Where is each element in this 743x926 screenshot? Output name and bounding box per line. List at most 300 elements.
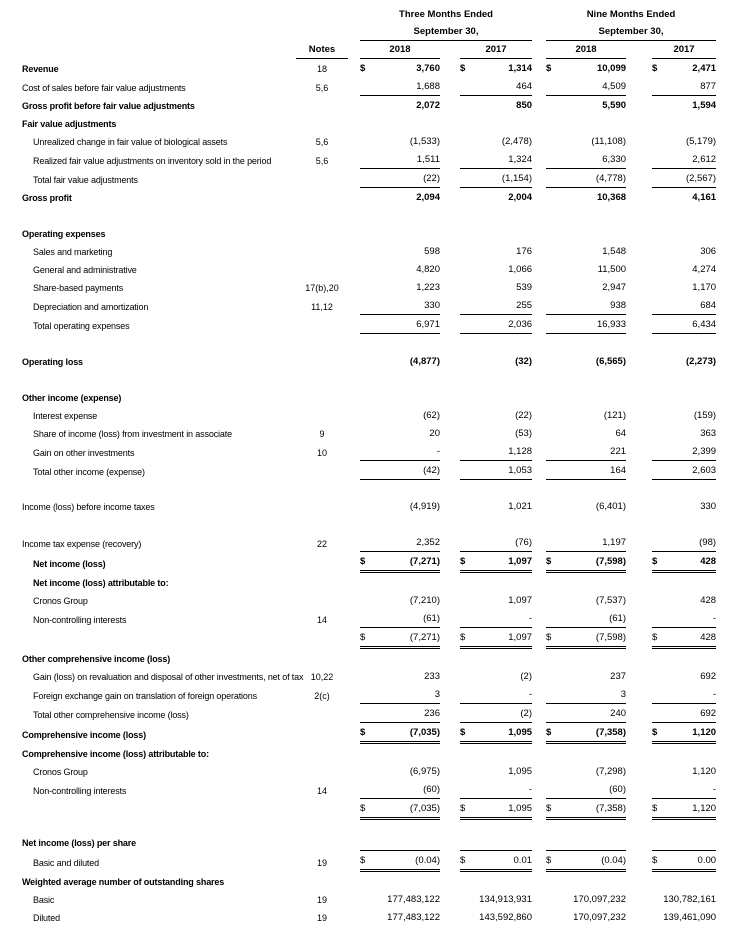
column-gap [348, 667, 360, 685]
column-gap [626, 224, 652, 242]
value-cell [460, 424, 532, 442]
spacer-cell [0, 206, 743, 224]
column-gap [626, 628, 652, 648]
column-gap [440, 497, 460, 515]
currency-symbol: $ [652, 632, 657, 644]
amount: 1,120 [692, 766, 716, 778]
amount: (4,919) [410, 501, 440, 513]
amount: 176 [516, 246, 532, 258]
column-gap [716, 552, 743, 572]
value-cell [360, 533, 440, 552]
value-cell [652, 260, 716, 278]
amount: 170,097,232 [573, 912, 626, 924]
table-row [0, 150, 743, 169]
row-label: Gross profit before fair value adjustments [0, 96, 296, 115]
amount: 2,399 [692, 446, 716, 458]
value-cell [460, 77, 532, 96]
column-gap [440, 648, 460, 668]
column-gap [348, 762, 360, 780]
column-gap [716, 169, 743, 188]
column-gap [440, 260, 460, 278]
value-cell [360, 704, 440, 723]
amount: 236 [424, 708, 440, 720]
row-note-reference: 11,12 [296, 296, 348, 315]
amount: (7,271) [410, 632, 440, 644]
column-gap [626, 132, 652, 150]
value-cell [652, 388, 716, 406]
column-gap [532, 648, 546, 668]
year-header-9m-2018: 2018 [546, 41, 626, 59]
column-gap [626, 552, 652, 572]
column-gap [716, 224, 743, 242]
row-label: Other comprehensive income (loss) [0, 648, 296, 668]
column-gap [626, 278, 652, 296]
column-gap [626, 871, 652, 891]
value-cell [652, 169, 716, 188]
amount: 6,330 [602, 154, 626, 166]
amount: 4,161 [692, 192, 716, 204]
column-gap [440, 628, 460, 648]
column-gap [532, 132, 546, 150]
value-cell [652, 762, 716, 780]
value-cell [360, 890, 440, 908]
column-gap [440, 96, 460, 115]
value-cell [546, 497, 626, 515]
column-gap [440, 442, 460, 461]
row-note-reference [296, 114, 348, 132]
value-cell [546, 352, 626, 370]
table-row [0, 743, 743, 763]
column-gap [440, 871, 460, 891]
row-note-reference: 19 [296, 908, 348, 926]
row-note-reference [296, 260, 348, 278]
value-cell [460, 224, 532, 242]
value-cell [652, 890, 716, 908]
value-cell [360, 572, 440, 592]
value-cell [360, 296, 440, 315]
value-cell [652, 424, 716, 442]
amount: (0.04) [601, 855, 626, 867]
row-label: Comprehensive income (loss) [0, 723, 296, 743]
column-gap [348, 743, 360, 763]
spacer-cell [0, 334, 743, 353]
currency-symbol: $ [360, 632, 365, 644]
amount: 1,095 [508, 727, 532, 739]
amount: 2,036 [508, 319, 532, 331]
amount: (7,035) [410, 727, 440, 739]
value-cell [460, 552, 532, 572]
value-cell [546, 406, 626, 424]
table-row [0, 591, 743, 609]
value-cell [360, 278, 440, 296]
row-note-reference [296, 832, 348, 851]
row-note-reference [296, 648, 348, 668]
table-row [0, 77, 743, 96]
amount: 1,594 [692, 100, 716, 112]
value-cell [360, 59, 440, 78]
column-gap [440, 908, 460, 926]
spacer-row [0, 334, 743, 353]
notes-column-header: Notes [296, 41, 348, 59]
amount: 3,760 [416, 63, 440, 75]
value-cell [460, 242, 532, 260]
value-cell [546, 799, 626, 819]
spacer-row [0, 480, 743, 498]
column-gap [716, 743, 743, 763]
column-gap [532, 762, 546, 780]
column-gap [532, 799, 546, 819]
amount: (22) [423, 173, 440, 185]
currency-symbol: $ [546, 632, 551, 644]
column-gap [532, 77, 546, 96]
amount: 2,471 [692, 63, 716, 75]
row-label [0, 799, 296, 819]
column-gap [626, 461, 652, 480]
column-gap [440, 188, 460, 207]
amount: (42) [423, 465, 440, 477]
column-gap [716, 260, 743, 278]
column-gap [348, 296, 360, 315]
row-note-reference: 22 [296, 533, 348, 552]
value-cell [546, 461, 626, 480]
row-label [0, 628, 296, 648]
value-cell [652, 114, 716, 132]
value-cell [652, 667, 716, 685]
currency-symbol: $ [460, 803, 465, 815]
column-gap [440, 799, 460, 819]
amount: (1,533) [410, 136, 440, 148]
column-gap [626, 352, 652, 370]
column-gap [532, 871, 546, 891]
amount: 6,971 [416, 319, 440, 331]
value-cell [546, 150, 626, 169]
amount: - [437, 446, 440, 458]
value-cell [546, 188, 626, 207]
column-gap [440, 890, 460, 908]
value-cell [546, 591, 626, 609]
column-gap [440, 552, 460, 572]
value-cell [360, 591, 440, 609]
amount: 1,688 [416, 81, 440, 93]
row-note-reference [296, 799, 348, 819]
value-cell [652, 799, 716, 819]
value-cell [546, 628, 626, 648]
row-label: Fair value adjustments [0, 114, 296, 132]
column-gap [626, 96, 652, 115]
column-gap [348, 890, 360, 908]
column-gap [532, 533, 546, 552]
row-note-reference [296, 169, 348, 188]
amount: 2,352 [416, 537, 440, 549]
row-note-reference: 14 [296, 609, 348, 628]
amount: 177,483,122 [387, 894, 440, 906]
table-row [0, 461, 743, 480]
value-cell [360, 628, 440, 648]
column-gap [348, 832, 360, 851]
column-gap [440, 242, 460, 260]
column-gap [348, 188, 360, 207]
value-cell [360, 908, 440, 926]
column-gap [348, 851, 360, 871]
amount: 464 [516, 81, 532, 93]
year-header-3m-2018: 2018 [360, 41, 440, 59]
column-gap [532, 851, 546, 871]
column-gap [440, 169, 460, 188]
amount: 2,612 [692, 154, 716, 166]
column-gap [626, 260, 652, 278]
value-cell [652, 352, 716, 370]
column-gap [532, 667, 546, 685]
column-gap [440, 278, 460, 296]
column-gap [532, 188, 546, 207]
value-cell [652, 743, 716, 763]
value-cell [546, 609, 626, 628]
column-gap [626, 533, 652, 552]
value-cell [546, 552, 626, 572]
column-gap [626, 723, 652, 743]
table-row [0, 278, 743, 296]
value-cell [360, 224, 440, 242]
table-row [0, 497, 743, 515]
amount: (60) [609, 784, 626, 796]
currency-symbol: $ [360, 556, 365, 568]
value-cell [460, 96, 532, 115]
value-cell [546, 442, 626, 461]
value-cell [546, 780, 626, 799]
value-cell [546, 832, 626, 851]
row-label: Gain on other investments [0, 442, 296, 461]
value-cell [360, 685, 440, 704]
value-cell [460, 704, 532, 723]
table-row [0, 832, 743, 851]
value-cell [360, 315, 440, 334]
column-gap [532, 461, 546, 480]
column-gap [532, 278, 546, 296]
column-gap [532, 59, 546, 78]
column-gap [626, 242, 652, 260]
column-gap [626, 114, 652, 132]
spacer-row [0, 819, 743, 833]
value-cell [360, 780, 440, 799]
value-cell [460, 762, 532, 780]
amount: 306 [700, 246, 716, 258]
amount: 1,197 [602, 537, 626, 549]
value-cell [460, 114, 532, 132]
value-cell [652, 572, 716, 592]
value-cell [546, 224, 626, 242]
value-cell [360, 114, 440, 132]
row-note-reference [296, 628, 348, 648]
value-cell [460, 572, 532, 592]
column-gap [716, 591, 743, 609]
column-gap [348, 723, 360, 743]
row-label: Unrealized change in fair value of biological assets [0, 132, 296, 150]
value-cell [460, 871, 532, 891]
column-gap [716, 890, 743, 908]
column-gap [440, 424, 460, 442]
column-gap [716, 723, 743, 743]
row-label: Net income (loss) per share [0, 832, 296, 851]
column-gap [440, 59, 460, 78]
amount: (32) [515, 356, 532, 368]
amount: 255 [516, 300, 532, 312]
amount: 0.00 [698, 855, 717, 867]
column-gap [348, 424, 360, 442]
value-cell [652, 685, 716, 704]
value-cell [460, 388, 532, 406]
amount: (159) [694, 410, 716, 422]
value-cell [652, 132, 716, 150]
amount: 428 [700, 556, 716, 568]
column-gap [440, 77, 460, 96]
column-gap [716, 442, 743, 461]
row-note-reference [296, 743, 348, 763]
currency-symbol: $ [652, 63, 657, 75]
amount: (7,298) [596, 766, 626, 778]
value-cell [652, 648, 716, 668]
value-cell [546, 533, 626, 552]
column-gap [532, 352, 546, 370]
column-gap [348, 150, 360, 169]
value-cell [652, 461, 716, 480]
value-cell [360, 442, 440, 461]
currency-symbol: $ [360, 727, 365, 739]
column-gap [348, 59, 360, 78]
value-cell [360, 743, 440, 763]
column-gap [716, 388, 743, 406]
value-cell [652, 723, 716, 743]
column-gap [532, 628, 546, 648]
table-row [0, 424, 743, 442]
amount: 139,461,090 [663, 912, 716, 924]
column-gap [626, 296, 652, 315]
period-title-three-months: Three Months Ended [360, 6, 532, 23]
amount: (7,210) [410, 595, 440, 607]
amount: (7,598) [596, 556, 626, 568]
currency-symbol: $ [546, 556, 551, 568]
row-note-reference [296, 871, 348, 891]
amount: (7,271) [410, 556, 440, 568]
value-cell [460, 260, 532, 278]
value-cell [652, 533, 716, 552]
column-gap [626, 59, 652, 78]
amount: 143,592,860 [479, 912, 532, 924]
value-cell [652, 442, 716, 461]
column-gap [440, 114, 460, 132]
column-gap [440, 743, 460, 763]
column-gap [440, 132, 460, 150]
column-gap [348, 591, 360, 609]
column-gap [716, 242, 743, 260]
amount: 2,072 [416, 100, 440, 112]
value-cell [546, 278, 626, 296]
column-gap [716, 96, 743, 115]
table-row [0, 442, 743, 461]
table-row [0, 851, 743, 871]
amount: (121) [604, 410, 626, 422]
row-note-reference: 5,6 [296, 132, 348, 150]
column-gap [348, 315, 360, 334]
amount: 20 [429, 428, 440, 440]
amount: 2,004 [508, 192, 532, 204]
column-gap [348, 242, 360, 260]
column-gap [532, 424, 546, 442]
column-gap [348, 77, 360, 96]
column-gap [440, 609, 460, 628]
amount: 164 [610, 465, 626, 477]
value-cell [460, 497, 532, 515]
row-note-reference: 18 [296, 59, 348, 78]
currency-symbol: $ [652, 727, 657, 739]
amount: 64 [615, 428, 626, 440]
amount: (7,358) [596, 803, 626, 815]
amount: (2,478) [502, 136, 532, 148]
value-cell [460, 648, 532, 668]
row-label: Total other income (expense) [0, 461, 296, 480]
value-cell [460, 628, 532, 648]
row-label: Share of income (loss) from investment in associate [0, 424, 296, 442]
amount: 1,548 [602, 246, 626, 258]
amount: (61) [423, 613, 440, 625]
amount: 598 [424, 246, 440, 258]
value-cell [652, 832, 716, 851]
value-cell [360, 352, 440, 370]
column-gap [532, 169, 546, 188]
value-cell [652, 851, 716, 871]
column-gap [716, 762, 743, 780]
column-gap [532, 388, 546, 406]
column-gap [440, 685, 460, 704]
column-gap [716, 685, 743, 704]
value-cell [360, 406, 440, 424]
value-cell [360, 667, 440, 685]
row-label: Net income (loss) attributable to: [0, 572, 296, 592]
amount: 850 [516, 100, 532, 112]
value-cell [652, 59, 716, 78]
column-gap [626, 667, 652, 685]
value-cell [652, 780, 716, 799]
value-cell [360, 260, 440, 278]
row-note-reference [296, 315, 348, 334]
column-gap [348, 572, 360, 592]
row-note-reference [296, 552, 348, 572]
table-row [0, 609, 743, 628]
column-gap [716, 406, 743, 424]
value-cell [546, 315, 626, 334]
statement-rows [0, 59, 743, 926]
column-gap [440, 572, 460, 592]
row-label: Operating loss [0, 352, 296, 370]
table-row [0, 533, 743, 552]
row-label: Depreciation and amortization [0, 296, 296, 315]
amount: 177,483,122 [387, 912, 440, 924]
value-cell [546, 723, 626, 743]
row-label: Basic [0, 890, 296, 908]
row-label: Total operating expenses [0, 315, 296, 334]
value-cell [652, 315, 716, 334]
value-cell [360, 497, 440, 515]
value-cell [460, 169, 532, 188]
table-row [0, 762, 743, 780]
column-gap [532, 685, 546, 704]
table-row [0, 114, 743, 132]
row-label: Income (loss) before income taxes [0, 497, 296, 515]
value-cell [360, 723, 440, 743]
value-cell [460, 667, 532, 685]
value-cell [546, 704, 626, 723]
amount: - [713, 784, 716, 796]
column-gap [532, 442, 546, 461]
